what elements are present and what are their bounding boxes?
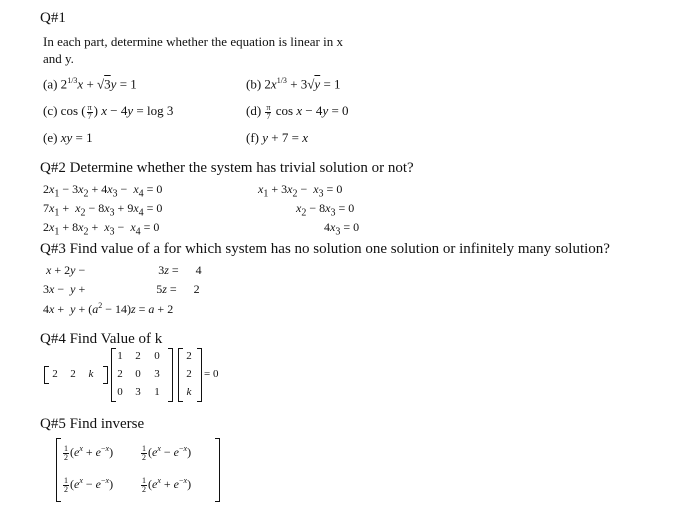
q4-matrix-cell: 1 <box>154 386 160 398</box>
q4-row-vector-cell: 2 <box>52 368 58 380</box>
q4-matrix-cell: 3 <box>154 368 160 380</box>
q4-matrix-cell: 2 <box>117 368 123 380</box>
q4-title: Q#4 Find Value of k <box>40 331 163 347</box>
q1-part-a: (a) $2^{1/3}x + √3y = 1$ <box>43 76 137 92</box>
q2-title: Q#2 Determine whether the system has trivial solution or not? <box>40 160 414 176</box>
q2-right-eq-1: $x_1 + 3x_2 - x_3 = 0$ <box>258 182 343 200</box>
q2-left-eq-3: $2x_1 + 8x_2 + x_3 - x_4 = 0$ <box>43 220 160 238</box>
q4-matrix-cell: 0 <box>117 386 123 398</box>
q1-title: Q#1 <box>40 10 66 26</box>
q1-part-c: (c) cos ( $\frac{\pi}{7}$ ) x − 4y = log 3 <box>43 102 174 121</box>
q1-part-e: (e) xy = 1 <box>43 130 93 145</box>
q3-title: Q#3 Find value of a for which system has no solution one solution or infinitely many solution? <box>40 241 610 257</box>
q2-right-eq-2: $x_2 - 8x_3 = 0$ <box>296 201 355 219</box>
q1-intro-line1: In each part, determine whether the equation is linear in x <box>43 34 343 49</box>
q5-matrix-cell-0-1: $\frac{1}{2}$ $(e^x - e^{-x})$ <box>142 443 192 462</box>
q4-matrix-cell: 3 <box>135 386 141 398</box>
q2-right-eq-3: $4x_3 = 0$ <box>324 220 360 238</box>
q2-left-eq-1: $2x_1 - 3x_2 + 4x_3 - x_4 = 0$ <box>43 182 163 200</box>
q4-matrix-cell: 0 <box>154 350 160 362</box>
q1-part-d: (d) $\frac{\pi}{7}$ cos x − 4y = 0 <box>246 102 349 121</box>
q3-eq-3: $4x + y + (a^2 - 14)z = a + 2$ <box>43 301 174 316</box>
q3-eq-2: 3x − y + 5z = 2 <box>43 282 200 296</box>
q4-matrix-cell: 1 <box>117 350 123 362</box>
q5-matrix-cell-1-1: $\frac{1}{2}$ $(e^x + e^{-x})$ <box>142 475 192 494</box>
q2-left-eq-2: $7x_1 + x_2 - 8x_3 + 9x_4 = 0$ <box>43 201 163 219</box>
q1-part-f: (f) y + 7 = x <box>246 130 308 145</box>
q4-matrix-cell: 0 <box>135 368 141 380</box>
q4-row-vector-cell: 2 <box>70 368 76 380</box>
q5-matrix-cell-0-0: $\frac{1}{2}$ $(e^x + e^{-x})$ <box>64 443 114 462</box>
q1-intro-line2: and y. <box>43 51 74 66</box>
q4-matrix-cell: 2 <box>135 350 141 362</box>
q4-col-vector-cell: k <box>186 386 192 398</box>
q4-col-vector-cell: 2 <box>186 350 192 362</box>
q4-row-vector-cell: k <box>88 368 94 380</box>
q5-matrix-cell-1-0: $\frac{1}{2}$ $(e^x - e^{-x})$ <box>64 475 114 494</box>
q4-col-vector-cell: 2 <box>186 368 192 380</box>
q1-part-b: (b) $2x^{1/3} + 3√y = 1$ <box>246 76 341 92</box>
q3-eq-1: x + 2y − 3z = 4 <box>46 263 202 277</box>
q5-title: Q#5 Find inverse <box>40 416 145 432</box>
q4-equals: = 0 <box>204 368 219 380</box>
